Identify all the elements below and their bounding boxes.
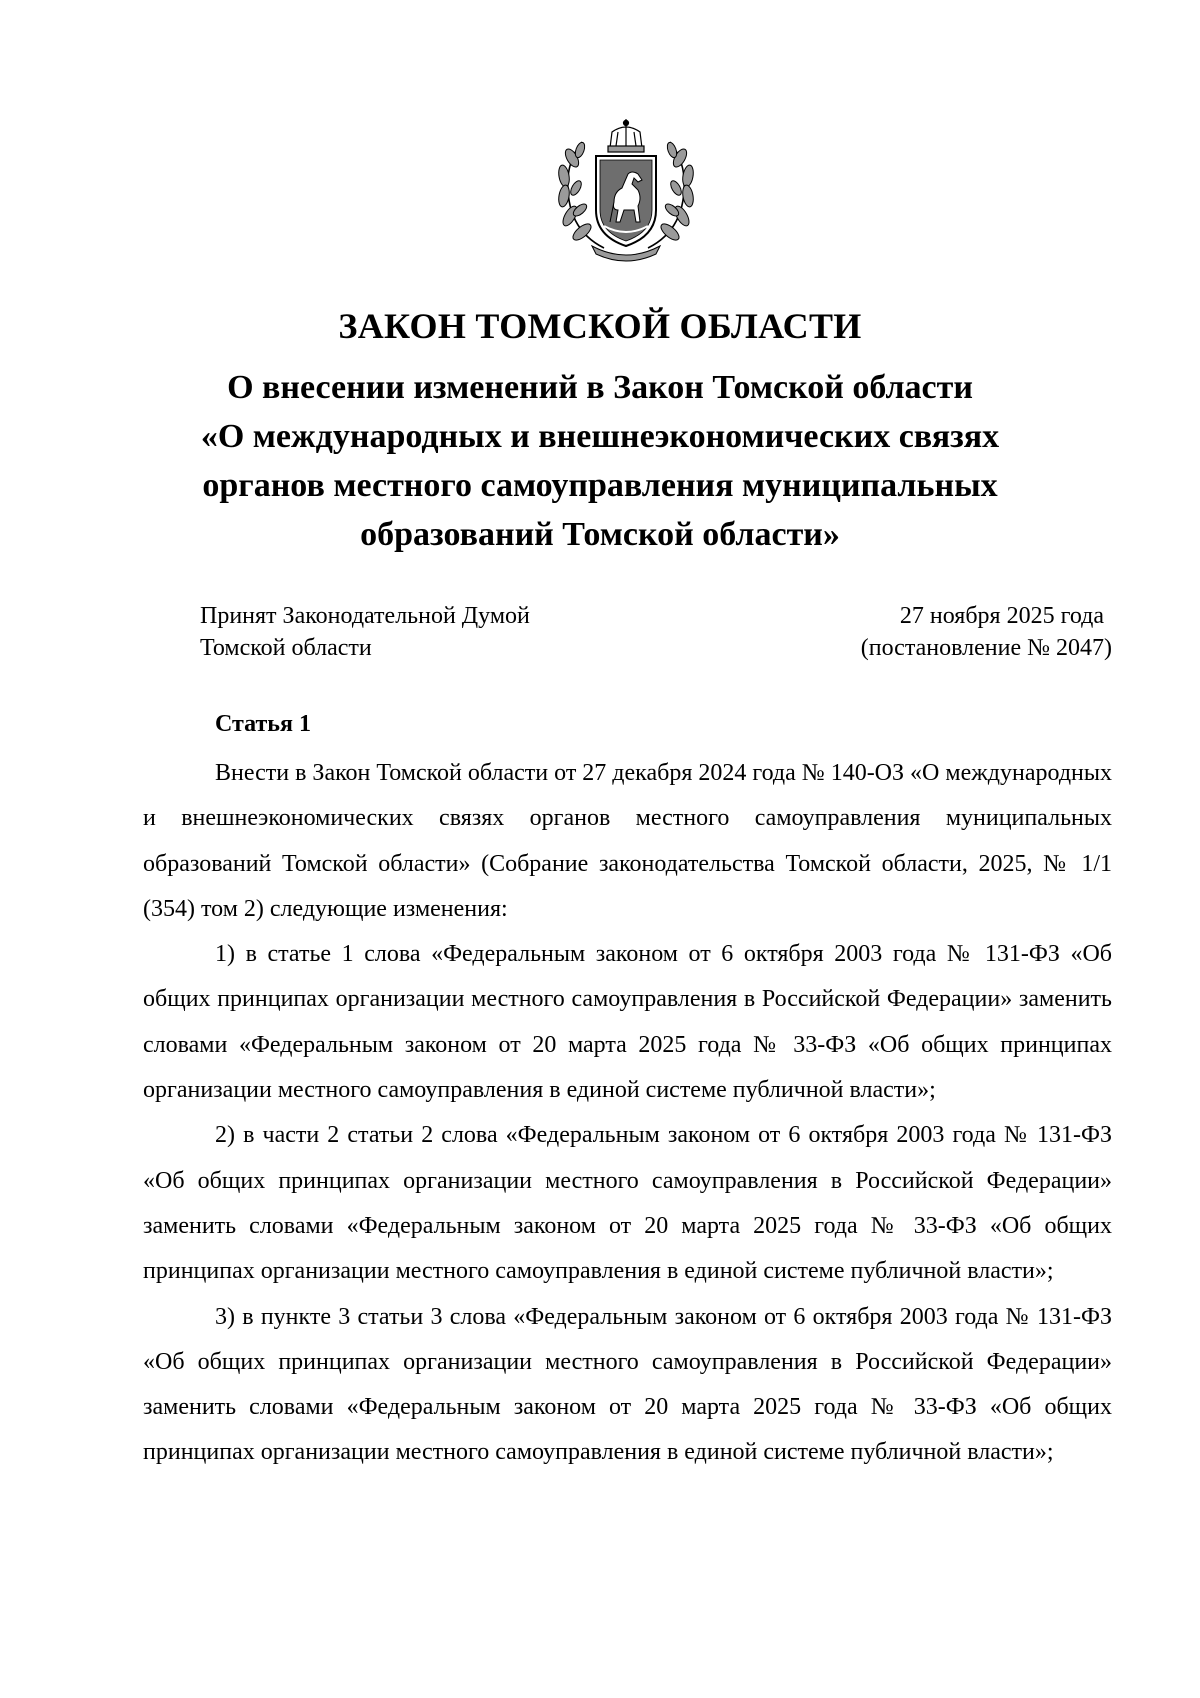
paragraph: Внести в Закон Томской области от 27 декабря 2024 года № 140-ОЗ «О международных и внешнеэкономических связях органов местного самоуправления муниципальных образований Томской области» (Собрание законодательства Томской области, 2025, № 1/1 (354) том 2) следующие изменения: <box>143 760 1112 922</box>
paragraph: 1) в статье 1 слова «Федеральным законом от 6 октября 2003 года № 131-ФЗ «Об общих принципах организации местного самоуправления в Российской Федерации» заменить словами «Федеральным законом от 20 марта 2025 года № 33-ФЗ «Об общих принципах организации местного самоуправления в единой системе публичной власти»; <box>143 941 1112 1104</box>
subject-line: О внесении изменений в Закон Томской области <box>227 369 973 406</box>
article-title: Статья 1 <box>215 711 311 737</box>
paragraph: 3) в пункте 3 статьи 3 слова «Федеральным законом от 6 октября 2003 года № 131-ФЗ «Об общих принципах организации местного самоуправления в Российской Федерации» заменить словами «Федеральным законом от 20 марта 2025 года № 33-ФЗ «Об общих принципах организации местного самоуправления в единой системе публичной власти»; <box>143 1303 1112 1466</box>
subject-line: образований Томской области» <box>360 516 840 553</box>
law-subject <box>100 363 1100 559</box>
subject-line: органов местного самоуправления муниципальных <box>202 467 998 504</box>
adopted-by-line: Томской области <box>200 635 372 661</box>
adopted-by-line: Принят Законодательной Думой <box>200 603 530 629</box>
tomsk-oblast-coat-of-arms-icon <box>552 118 700 266</box>
law-heading: ЗАКОН ТОМСКОЙ ОБЛАСТИ <box>338 306 862 346</box>
adopted-date-block <box>861 600 1112 664</box>
subject-line: «О международных и внешнеэкономических связях <box>200 418 1000 455</box>
paragraph: 2) в части 2 статьи 2 слова «Федеральным законом от 6 октября 2003 года № 131-ФЗ «Об общих принципах организации местного самоуправления в Российской Федерации» заменить словами «Федеральным законом от 20 марта 2025 года № 33-ФЗ «Об общих принципах организации местного самоуправления в единой системе публичной власти»; <box>143 1122 1112 1285</box>
resolution-number: (постановление № 2047) <box>860 635 1112 661</box>
adopted-by-block <box>200 600 530 664</box>
article-body <box>143 751 1112 1476</box>
adoption-date: 27 ноября 2025 года <box>899 603 1104 629</box>
